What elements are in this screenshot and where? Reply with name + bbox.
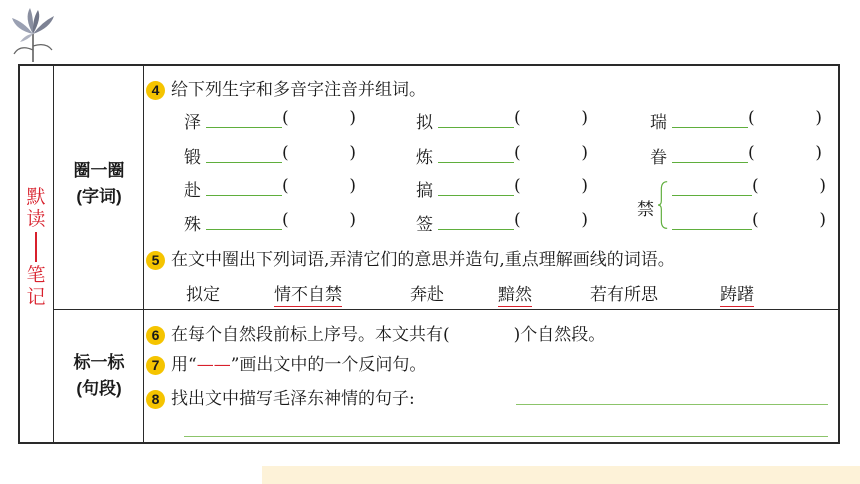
question-text: 在每个自然段前标上序号。本文共有( bbox=[171, 325, 450, 345]
side-char: 笔 bbox=[26, 264, 46, 286]
side-divider bbox=[35, 232, 37, 262]
word-paren[interactable]: ( ) bbox=[514, 176, 588, 196]
vocab-word: 黯然 bbox=[498, 280, 532, 307]
footer-bar bbox=[262, 466, 860, 484]
section-title: 标一标 bbox=[73, 353, 125, 372]
word-paren[interactable]: ( ) bbox=[514, 108, 588, 128]
char: 锻 bbox=[184, 148, 201, 168]
side-char: 默 bbox=[26, 186, 46, 208]
section-label-words bbox=[54, 158, 144, 210]
vocab-word: 拟定 bbox=[186, 285, 220, 305]
question-text: ”画出文中的一个反问句。 bbox=[230, 355, 427, 375]
question-text: )个自然段。 bbox=[513, 325, 606, 345]
pinyin-blank[interactable] bbox=[206, 109, 282, 128]
question-4 bbox=[146, 75, 426, 100]
char: 瑞 bbox=[650, 113, 667, 133]
side-char: 记 bbox=[26, 286, 46, 308]
question-text: 在文中圈出下列词语,弄清它们的意思并造句,重点理解画线的词语。 bbox=[171, 250, 675, 270]
pinyin-blank[interactable] bbox=[438, 144, 514, 163]
word-paren[interactable]: ( ) bbox=[514, 143, 588, 163]
char-entry bbox=[184, 210, 356, 234]
answer-line[interactable] bbox=[184, 436, 828, 437]
pinyin-blank[interactable] bbox=[206, 144, 282, 163]
polyphone-entry-1 bbox=[672, 176, 826, 200]
polyphone-entry-2 bbox=[672, 210, 826, 234]
char: 殊 bbox=[184, 215, 201, 235]
side-char: 读 bbox=[26, 208, 46, 230]
section-subtitle: (字词) bbox=[76, 187, 122, 206]
char: 赴 bbox=[184, 181, 201, 201]
question-5 bbox=[146, 245, 675, 270]
word-paren[interactable]: ( ) bbox=[752, 176, 826, 196]
pinyin-blank[interactable] bbox=[672, 144, 748, 163]
section-title: 圈一圈 bbox=[73, 161, 125, 180]
char-entry bbox=[416, 143, 588, 167]
word-paren[interactable]: ( ) bbox=[282, 210, 356, 230]
polyphone-char: 禁 bbox=[637, 200, 654, 220]
char: 搞 bbox=[416, 181, 433, 201]
word-paren[interactable]: ( ) bbox=[752, 210, 826, 230]
question-text: 用“ bbox=[171, 355, 197, 375]
pinyin-blank[interactable] bbox=[672, 211, 752, 230]
pinyin-blank[interactable] bbox=[206, 211, 282, 230]
char-entry bbox=[184, 143, 356, 167]
side-label bbox=[26, 186, 46, 308]
word-paren[interactable]: ( ) bbox=[282, 176, 356, 196]
question-number-badge: 6 bbox=[146, 326, 165, 345]
question-number-badge: 4 bbox=[146, 81, 165, 100]
char-entry bbox=[416, 176, 588, 200]
word-paren[interactable]: ( ) bbox=[282, 108, 356, 128]
question-8 bbox=[146, 384, 415, 409]
pinyin-blank[interactable] bbox=[672, 177, 752, 196]
char-entry bbox=[650, 108, 822, 132]
answer-line[interactable] bbox=[516, 404, 828, 405]
vocab-word: 奔赴 bbox=[410, 285, 444, 305]
word-paren[interactable]: ( ) bbox=[748, 143, 822, 163]
pinyin-blank[interactable] bbox=[438, 177, 514, 196]
section-subtitle: (句段) bbox=[76, 379, 122, 398]
question-number-badge: 8 bbox=[146, 390, 165, 409]
word-paren[interactable]: ( ) bbox=[514, 210, 588, 230]
question-number-badge: 7 bbox=[146, 356, 165, 375]
pinyin-blank[interactable] bbox=[438, 109, 514, 128]
char-entry bbox=[184, 176, 356, 200]
char-entry bbox=[416, 108, 588, 132]
char: 签 bbox=[416, 215, 433, 235]
vocab-word: 情不自禁 bbox=[274, 280, 342, 307]
brace-icon bbox=[658, 176, 668, 234]
pinyin-blank[interactable] bbox=[438, 211, 514, 230]
char: 眷 bbox=[650, 148, 667, 168]
question-6 bbox=[146, 320, 605, 345]
question-text: 给下列生字和多音字注音并组词。 bbox=[171, 80, 426, 100]
word-paren[interactable]: ( ) bbox=[748, 108, 822, 128]
char-entry bbox=[184, 108, 356, 132]
char-entry bbox=[416, 210, 588, 234]
question-number-badge: 5 bbox=[146, 251, 165, 270]
vocab-word: 踌躇 bbox=[720, 280, 754, 307]
question-text: 找出文中描写毛泽东神情的句子: bbox=[171, 389, 415, 409]
pinyin-blank[interactable] bbox=[206, 177, 282, 196]
red-dash-line: —— bbox=[196, 355, 231, 375]
char: 拟 bbox=[416, 113, 433, 133]
question-7 bbox=[146, 350, 426, 375]
word-paren[interactable]: ( ) bbox=[282, 143, 356, 163]
char-entry bbox=[650, 143, 822, 167]
char: 炼 bbox=[416, 148, 433, 168]
pinyin-blank[interactable] bbox=[672, 109, 748, 128]
section-label-sentences bbox=[54, 350, 144, 402]
vocab-word: 若有所思 bbox=[590, 285, 658, 305]
section-divider bbox=[54, 309, 838, 310]
char: 泽 bbox=[184, 113, 201, 133]
flower-logo-icon bbox=[6, 4, 60, 64]
